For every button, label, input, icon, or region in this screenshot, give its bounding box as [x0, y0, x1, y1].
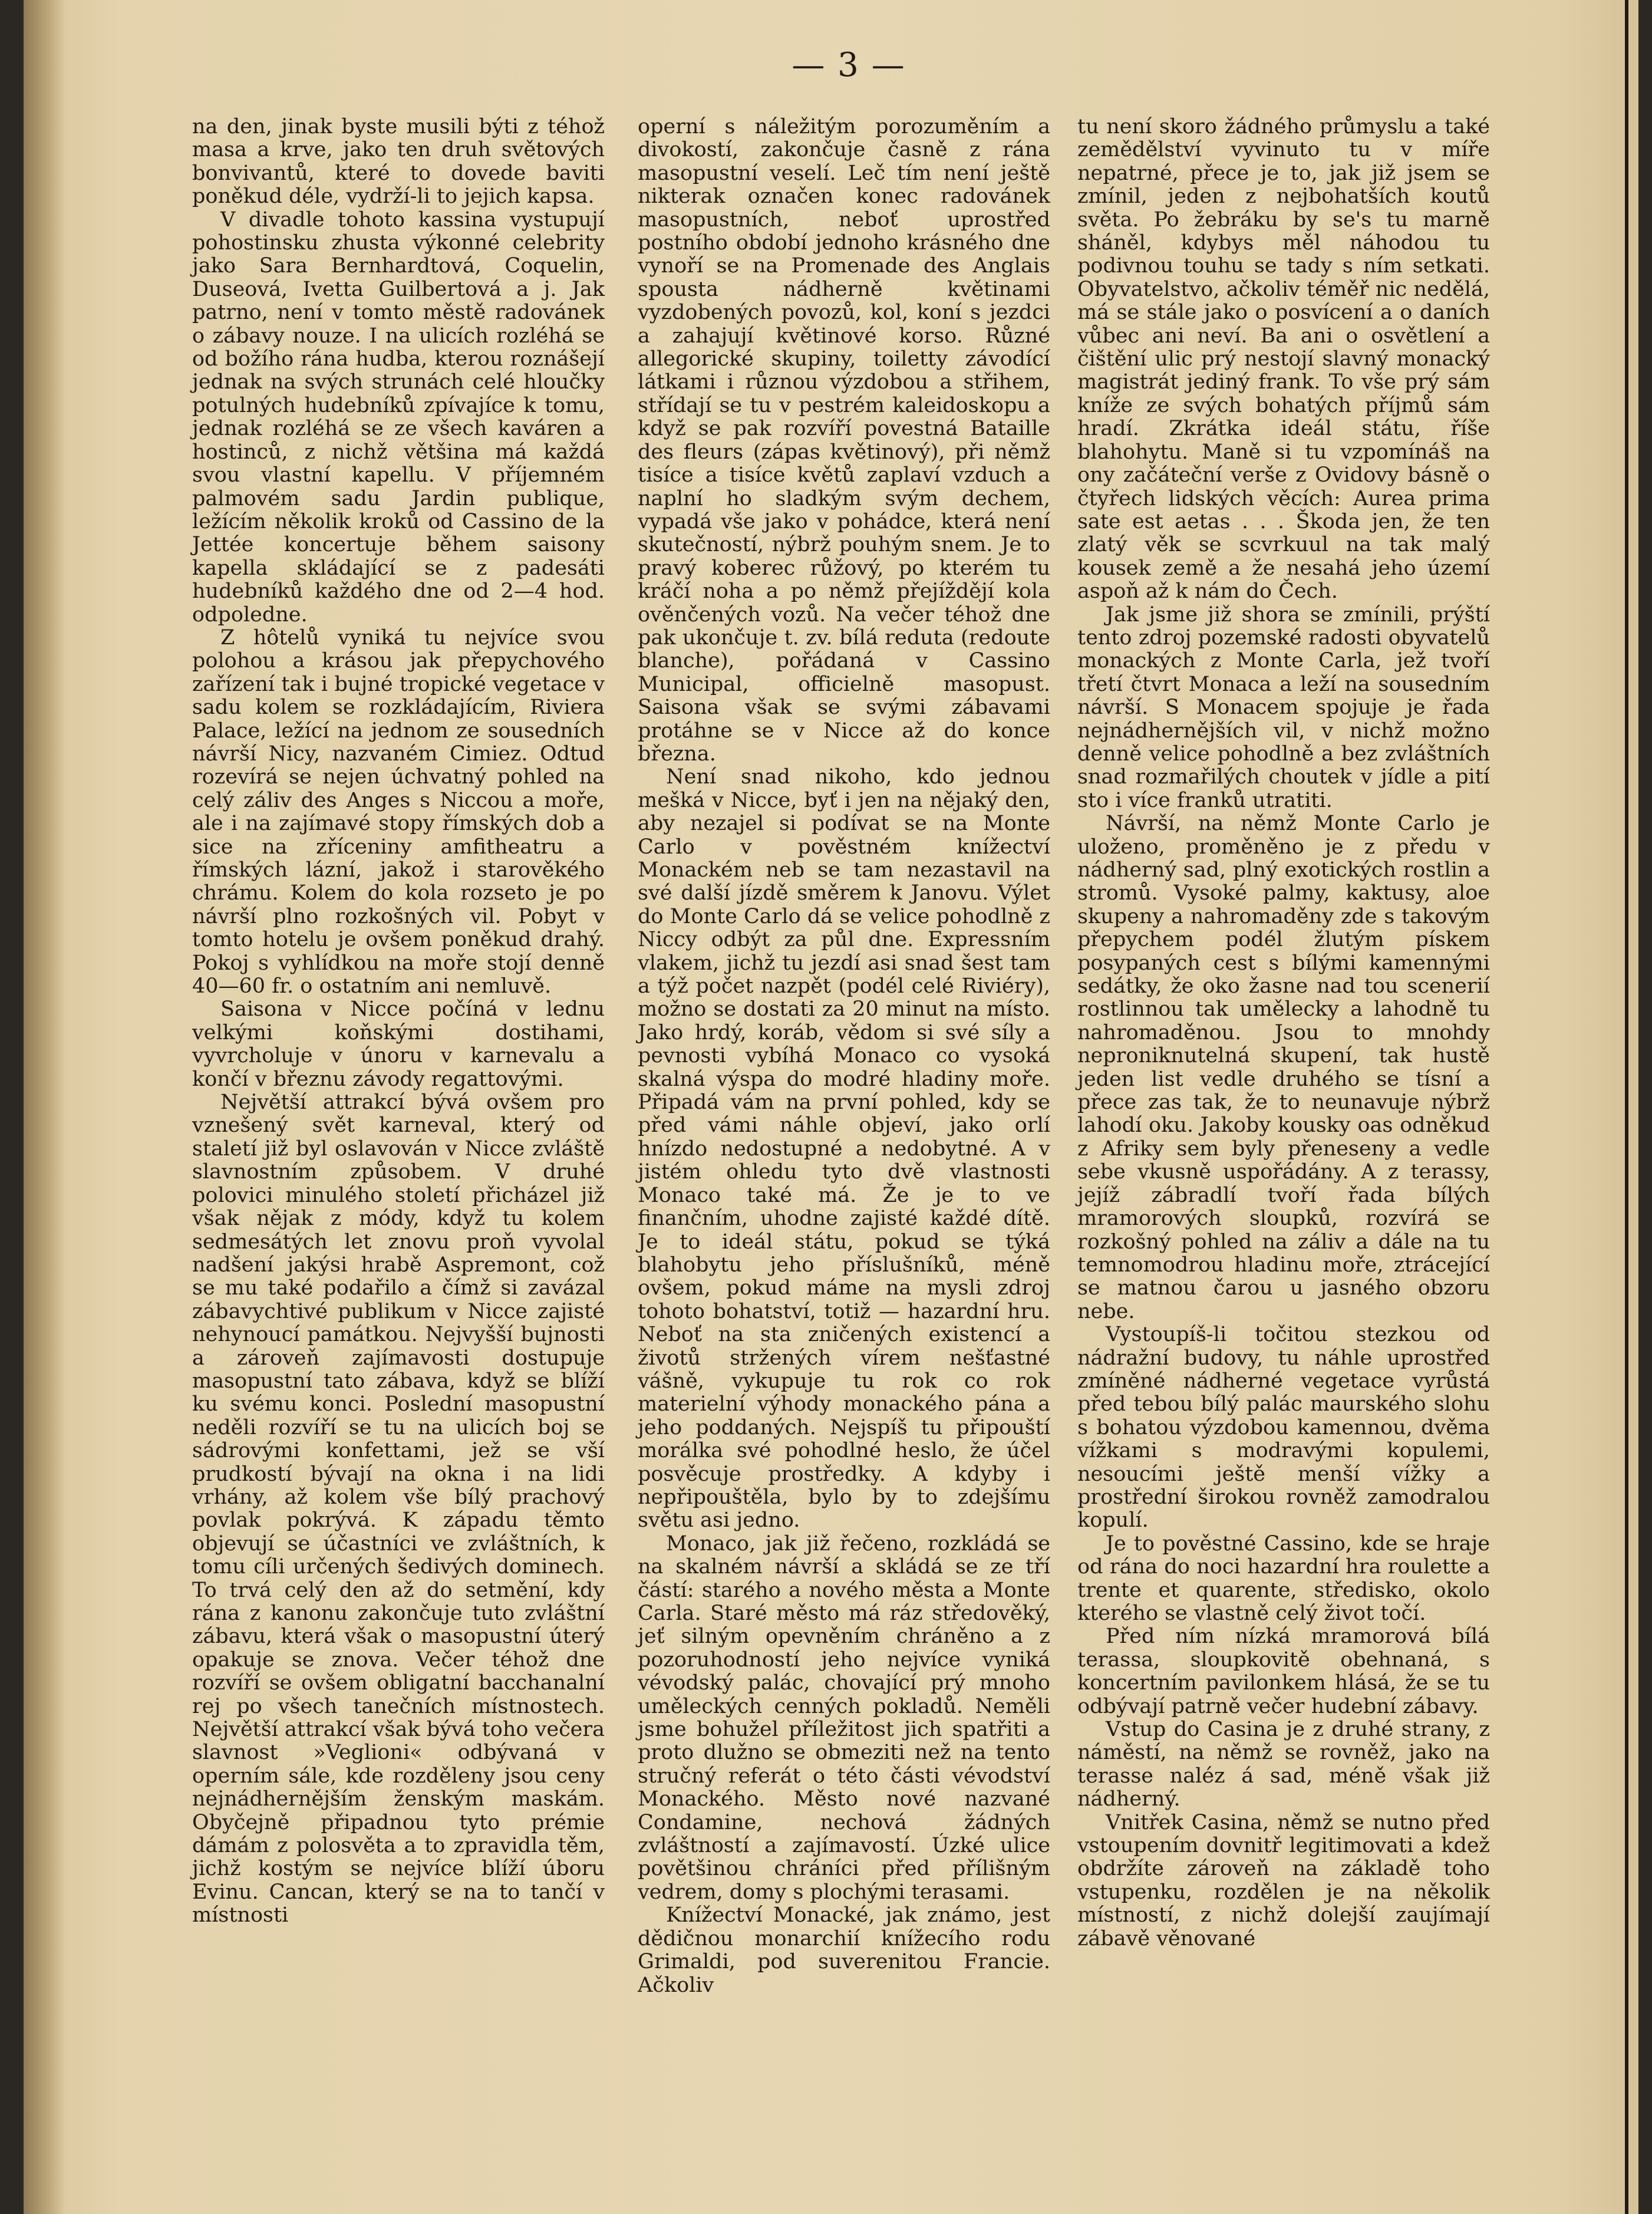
paragraph: Monaco, jak již řečeno, rozkládá se na skalném návrší a skládá se ze tří částí: starého a nového města a Monte Carla. Staré město má ráz středověký, jeť silným opevněním chráněno a z pozoruhodností jeho nejvíce vyniká vévodský palác, chovající prý mnoho uměleckých cenných pokladů. Neměli jsme bohužel příležitost jich spatřiti a proto dlužno se obmeziti než na tento stručný referát o této části vévodství Monackého. Město nové nazvané Condamine, nechová žádných zvláštností a zajímavostí. Úzké ulice povětšinou chráníci před přílišným vedrem, domy s plochými terasami.: [638, 1531, 1050, 1904]
paragraph: Saisona v Nicce počíná v lednu velkými koňskými dostihami, vyvrcholuje v únoru v karnevalu a končí v březnu závody regattovými.: [192, 997, 605, 1091]
page-edge-rule: [1625, 0, 1628, 2214]
paragraph: Je to pověstné Cassino, kde se hraje od rána do noci hazardní hra roulette a trente et quarente, středisko, okolo kterého se vlastně celý život točí.: [1077, 1531, 1490, 1625]
paragraph: Jak jsme již shora se zmínili, prýští tento zdroj pozemské radosti obyvatelů monackých z Monte Carla, jež tvoří třetí čtvrt Monaca a leží na sousedním návrší. S Monacem spojuje je řada nejnádhernějších vil, v nichž možno denně velice pohodlně a bez zvláštních snad rozmařilých choutek v jídle a pití sto i více franků utratiti.: [1077, 602, 1490, 812]
paragraph: operní s náležitým porozuměním a divokostí, zakončuje časně z rána masopustní veselí. Leč tím není ještě nikterak označen konec radovánek masopustních, neboť uprostřed postního období jednoho krásného dne vynoří se na Promenade des Anglais spousta nádherně květinami vyzdobených povozů, kol, koní s jezdci a zahajují květinové korso. Různé allegorické skupiny, toiletty závodící látkami i různou výzdobou a střihem, střídají se tu v pestrém kaleidoskopu a když se pak rozvíří povestná Bataille des fleurs (zápas květinový), při němž tisíce a tisíce květů zaplaví vzduch a naplní ho sladkým svým dechem, vypadá vše jako v pohádce, která není skutečností, nýbrž pouhým snem. Je to pravý koberec růžový, po kterém tu kráčí noha a po němž přejíždějí kola ověnčených vozů. Na večer téhož dne pak ukončuje t. zv. bílá reduta (redoute blanche), pořádaná v Cassino Municipal, officielně masopust. Saisona však se svými zábavami protáhne se v Nicce až do konce března.: [638, 115, 1050, 766]
paragraph: Vnitřek Casina, němž se nutno před vstoupením dovnitř legitimovati a kdež obdržíte zároveň na základě toho vstupenku, rozdělen je na několik místností, z nichž dolejší zaujímají zábavě věnované: [1077, 1810, 1490, 1951]
text-column-1: [192, 116, 605, 1928]
paragraph: tu není skoro žádného průmyslu a také zemědělství vyvinuto tu v míře nepatrné, přece je to, jak již jsem se zmínil, jeden z nejbohatších koutů světa. Po žebráku by se's tu marně sháněl, kdybys měl náhodou tu podivnou touhu se tady s ním setkati. Obyvatelstvo, ačkoliv téměř nic nedělá, má se stále jako o posvícení a o daních vůbec ani neví. Ba ani o osvětlení a čištění ulic prý nestojí slavný monacký magistrát jediný frank. To vše prý sám kníže ze svých bohatých příjmů sám hradí. Zkrátka ideál státu, říše blahohytu. Maně si tu vzpomínáš na ony začáteční verše z Ovidovy básně o čtyřech lidských věcích: Aurea prima sate est aetas . . . Škoda jen, že ten zlatý věk se scvrkuul na tak malý kousek země a že nesahá jeho území aspoň až k nám do Čech.: [1077, 115, 1490, 604]
page-number: — 3 —: [792, 46, 906, 84]
binding-shadow: [24, 0, 65, 2214]
paragraph: Návrší, na němž Monte Carlo je uloženo, proměněno je z předu v nádherný sad, plný exotických rostlin a stromů. Vysoké palmy, kaktusy, aloe skupeny a nahromaděny zde s takovým přepychem podél žlutým pískem posypaných cest s bílými kamennými sedátky, že oko žasne nad tou scenerií rostlinnou tak umělecky a lahodně tu nahromaděnou. Jsou to mnohdy neproniknutelná skupení, tak hustě jeden list vedle druhého se tísní a přece zas tak, že to neunavuje nýbrž lahodí oku. Jakoby kousky oas odněkud z Afriky sem byly přeneseny a vedle sebe vkusně uspořádány. A z terassy, jejíž zábradlí tvoří řada bílých mramorových sloupků, rozvírá se rozkošný pohled na záliv a dále na tu temnomodrou hladinu moře, ztrácející se matnou čarou u jasného obzoru nebe.: [1077, 812, 1490, 1323]
paragraph: Není snad nikoho, kdo jednou mešká v Nicce, byť i jen na nějaký den, aby nezajel si podívat se na Monte Carlo v pověstném knížectví Monackém neb se tam nezastavil na své další jízdě směrem k Janovu. Výlet do Monte Carlo dá se velice pohodlně z Niccy odbýt za půl dne. Expressním vlakem, jichž tu jezdí asi snad šest tam a týž počet nazpět (podél celé Riviéry), možno se dostati za 20 minut na místo. Jako hrdý, koráb, vědom si své síly a pevnosti vybíhá Monaco co vysoká skalná výspa do modré hladiny moře. Připadá vám na první pohled, kdy se před vámi náhle objeví, jako orlí hnízdo nedostupné a nedobytné. A v jistém ohledu tyto dvě vlastnosti Monaco také má. Že je to ve finančním, uhodne zajisté každé dítě. Je to ideál státu, pokud se týká blahobytu jeho příslušníků, méně ovšem, pokud máme na mysli zdroj tohoto bohatství, totiž — hazardní hru. Neboť na sta zničených existencí a životů stržených vírem nešťastné vášně, vykupuje tu rok co rok materielní výhody monackého pána a jeho poddaných. Nejspíš tu připouští morálka své pohodlné heslo, že účel posvěcuje prostředky. A kdyby i nepřipouštěla, bylo by to zdejšímu světu asi jedno.: [638, 765, 1050, 1533]
text-column-3: [1077, 116, 1490, 1951]
paragraph: Z hôtelů vyniká tu nejvíce svou polohou a krásou jak přepychového zařízení tak i bujné tropické vegetace v sadu kolem se rozkládajícím, Riviera Palace, ležící na jednom ze sousedních návrší Nicy, nazvaném Cimiez. Odtud rozevírá se nejen úchvatný pohled na celý záliv des Anges s Niccou a moře, ale i na zajímavé stopy římských dob a sice na zříceniny amfitheatru a římských lázní, jakož i starověkého chrámu. Kolem do kola rozseto je po návrší plno rozkošných vil. Pobyt v tomto hotelu je ovšem poněkud drahý. Pokoj s vyhlídkou na moře stojí denně 40—60 fr. o ostatním ani nemluvě.: [192, 625, 605, 999]
paragraph: na den, jinak byste musili býti z téhož masa a krve, jako ten druh světových bonvivantů, které to dovede baviti poněkud déle, vydrží-li to jejich kapsa.: [192, 115, 605, 209]
paragraph: Největší attrakcí bývá ovšem pro vznešený svět karneval, který od staletí již byl oslavován v Nicce zvláště slavnostním způsobem. V druhé polovici minulého století přicházel již však nějak z módy, když tu kolem sedmesátých let znovu proň vyvolal nadšení jakýsi hrabě Aspremont, což se mu také podařilo a čímž si zavázal zábavychtivé publikum v Nicce zajisté nehynoucí památkou. Nejvyšší bujnosti a zároveň zajímavosti dostupuje masopustní tato zábava, když se blíží ku svému konci. Poslední masopustní neděli rozvíří se tu na ulicích boj se sádrovými konfettami, jež se vší prudkostí bývají na okna i na lidi vrhány, až kolem vše bílý prachový povlak pokrývá. K západu těmto objevují se účastníci ve zvláštních, k tomu cíli určených šedivých dominech. To trvá celý den až do setmění, kdy rána z kanonu zakončuje tuto zvláštní zábavu, která však o masopustní úterý opakuje se znova. Večer téhož dne rozvíří se ovšem obligatní bacchanalní rej po všech tanečních místnostech. Největší attrakcí však bývá toho večera slavnost »Veglioni« odbývaná v operním sále, kde rozděleny jsou ceny nejnádhernějším ženským maskám. Obyčejně připadnou tyto prémie dámám z polosvěta a to zpravidla těm, jichž kostým se nejvíce blíží úboru Evinu. Cancan, který se na to tančí v místnosti: [192, 1090, 605, 1928]
text-column-2: [638, 116, 1050, 1997]
paragraph: Vystoupíš-li točitou stezkou od nádražní budovy, tu náhle uprostřed zmíněné nádherné vegetace vyrůstá před tebou bílý palác maurského slohu s bohatou výzdobou kamennou, dvěma vížkami s modravými kopulemi, nesoucími ještě menší vížky a prostřední širokou rovněž zamodralou kopulí.: [1077, 1323, 1490, 1533]
paragraph: Před ním nízká mramorová bílá terassa, sloupkovitě obehnaná, s koncertním pavilonkem hlásá, že se tu odbývají patrně večer hudební zábavy.: [1077, 1625, 1490, 1718]
paragraph: Vstup do Casina je z druhé strany, z náměstí, na němž se rovněž, jako na terasse naléz á sad, méně však již nádherný.: [1077, 1718, 1490, 1811]
paragraph: Knížectví Monacké, jak známo, jest dědičnou monarchií knížecího rodu Grimaldi, pod suverenitou Francie. Ačkoliv: [638, 1903, 1050, 1997]
paragraph: V divadle tohoto kassina vystupují pohostinsku zhusta výkonné celebrity jako Sara Bernhardtová, Coquelin, Duseová, Ivetta Guilbertová a j. Jak patrno, není v tomto městě radovánek o zábavy nouze. I na ulicích rozléhá se od božího rána hudba, kterou roznášejí jednak na svých strunách celé hloučky potulných hudebníků zpívajíce k tomu, jednak rozléhá se ze všech kaváren a hostinců, z nichž většina má každá svou vlastní kapellu. V příjemném palmovém sadu Jardin publique, ležícím několik kroků od Cassino de la Jettée koncertuje během saisony kapella skládající se z padesáti hudebníků každého dne od 2—4 hod. odpoledne.: [192, 207, 605, 627]
